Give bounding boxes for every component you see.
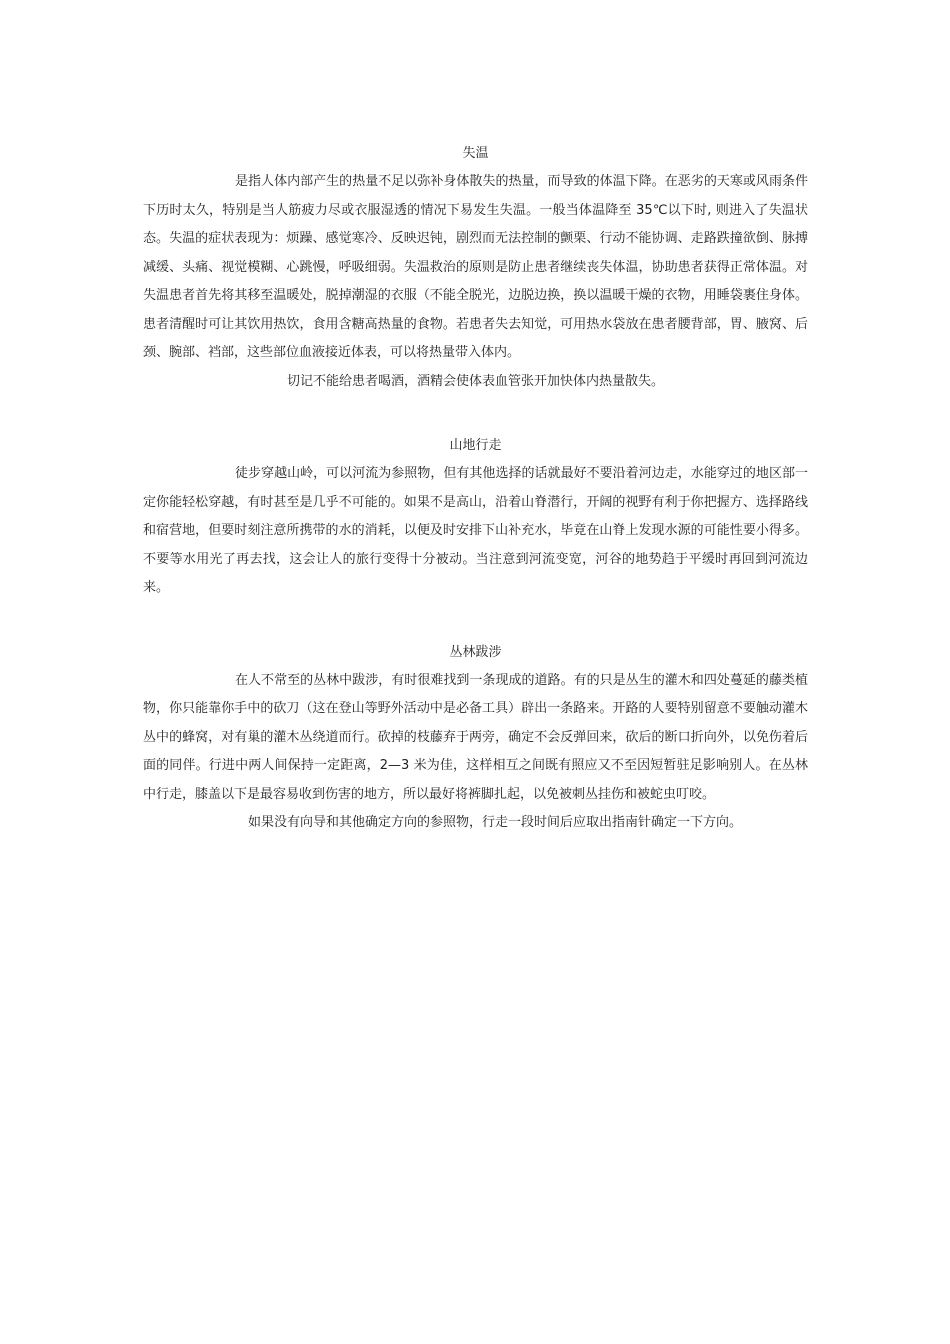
paragraph-hypothermia-note: 切记不能给患者喝酒，酒精会使体表血管张开加快体内热量散失。	[286, 373, 664, 389]
section-title-mountain-walking: 山地行走	[449, 438, 502, 453]
paragraph-hypothermia-body: 是指人体内部产生的热量不足以弥补身体散失的热量，而导致的体温下降。在恶劣的天寒或风雨条件下历时太久，特别是当人筋疲力尽或衣服湿透的情况下易发生失温。一般当体温降至 35℃以下时, 则进入了失温状态。失温的症状表现为：烦躁、感觉寒冷、反映迟钝，剧烈而无法控制的颤栗、行动不能协调、走路跌撞欲倒、脉搏减缓、头痛、视觉模糊、心跳慢，呼吸细弱。失温救治的原则是防止患者继续丧失体温，协助患者获得正常体温。对失温患者首先将其移至温暖处，脱掉潮湿的衣服（不能全脱光，边脱边换，换以温暖干燥的衣物，用睡袋裹住身体。患者清醒时可让其饮用热饮，食用含糖高热量的食物。若患者失去知觉，可用热水袋放在患者腰背部，胃、腋窝、后颈、腕部、裆部，这些部位血液接近体表，可以将热量带入体内。	[143, 174, 808, 360]
section-jungle-trekking	[143, 643, 808, 838]
paragraph-jungle-trekking-body: 在人不常至的丛林中跋涉，有时很难找到一条现成的道路。有的只是丛生的灌木和四处蔓延的藤类植物，你只能靠你手中的砍刀（这在登山等野外活动中是必备工具）辟出一条路来。开路的人要特别留意不要触动灌木丛中的蜂窝，对有巢的灌木丛绕道而行。砍掉的枝藤弃于两旁，确定不会反弹回来，砍后的断口折向外，以免伤着后面的同伴。行进中两人间保持一定距离，2—3 米为佳，这样相互之间既有照应又不至因短暂驻足影响别人。在丛林中行走，膝盖以下是最容易收到伤害的地方，所以最好将裤脚扎起，以免被刺丛挂伤和被蛇虫叮咬。	[143, 672, 808, 802]
section-title-hypothermia: 失温	[462, 146, 489, 161]
paragraph-jungle-trekking-note: 如果没有向导和其他确定方向的参照物，行走一段时间后应取出指南针确定一下方向。	[248, 815, 743, 830]
document-page	[143, 144, 808, 838]
section-mountain-walking	[143, 436, 808, 603]
paragraph-mountain-walking-body: 徒步穿越山岭，可以河流为参照物，但有其他选择的话就最好不要沿着河边走，水能穿过的地区部一定你能轻松穿越，有时甚至是几乎不可能的。如果不是高山，沿着山脊潜行，开阔的视野有利于你把握方、选择路线和宿营地，但要时刻注意所携带的水的消耗，以便及时安排下山补充水，毕竟在山脊上发现水源的可能性要小得多。不要等水用光了再去找，这会让人的旅行变得十分被动。当注意到河流变宽，河谷的地势趋于平缓时再回到河流边来。	[143, 466, 808, 595]
section-hypothermia	[143, 144, 808, 396]
section-title-jungle-trekking: 丛林跋涉	[449, 644, 502, 660]
